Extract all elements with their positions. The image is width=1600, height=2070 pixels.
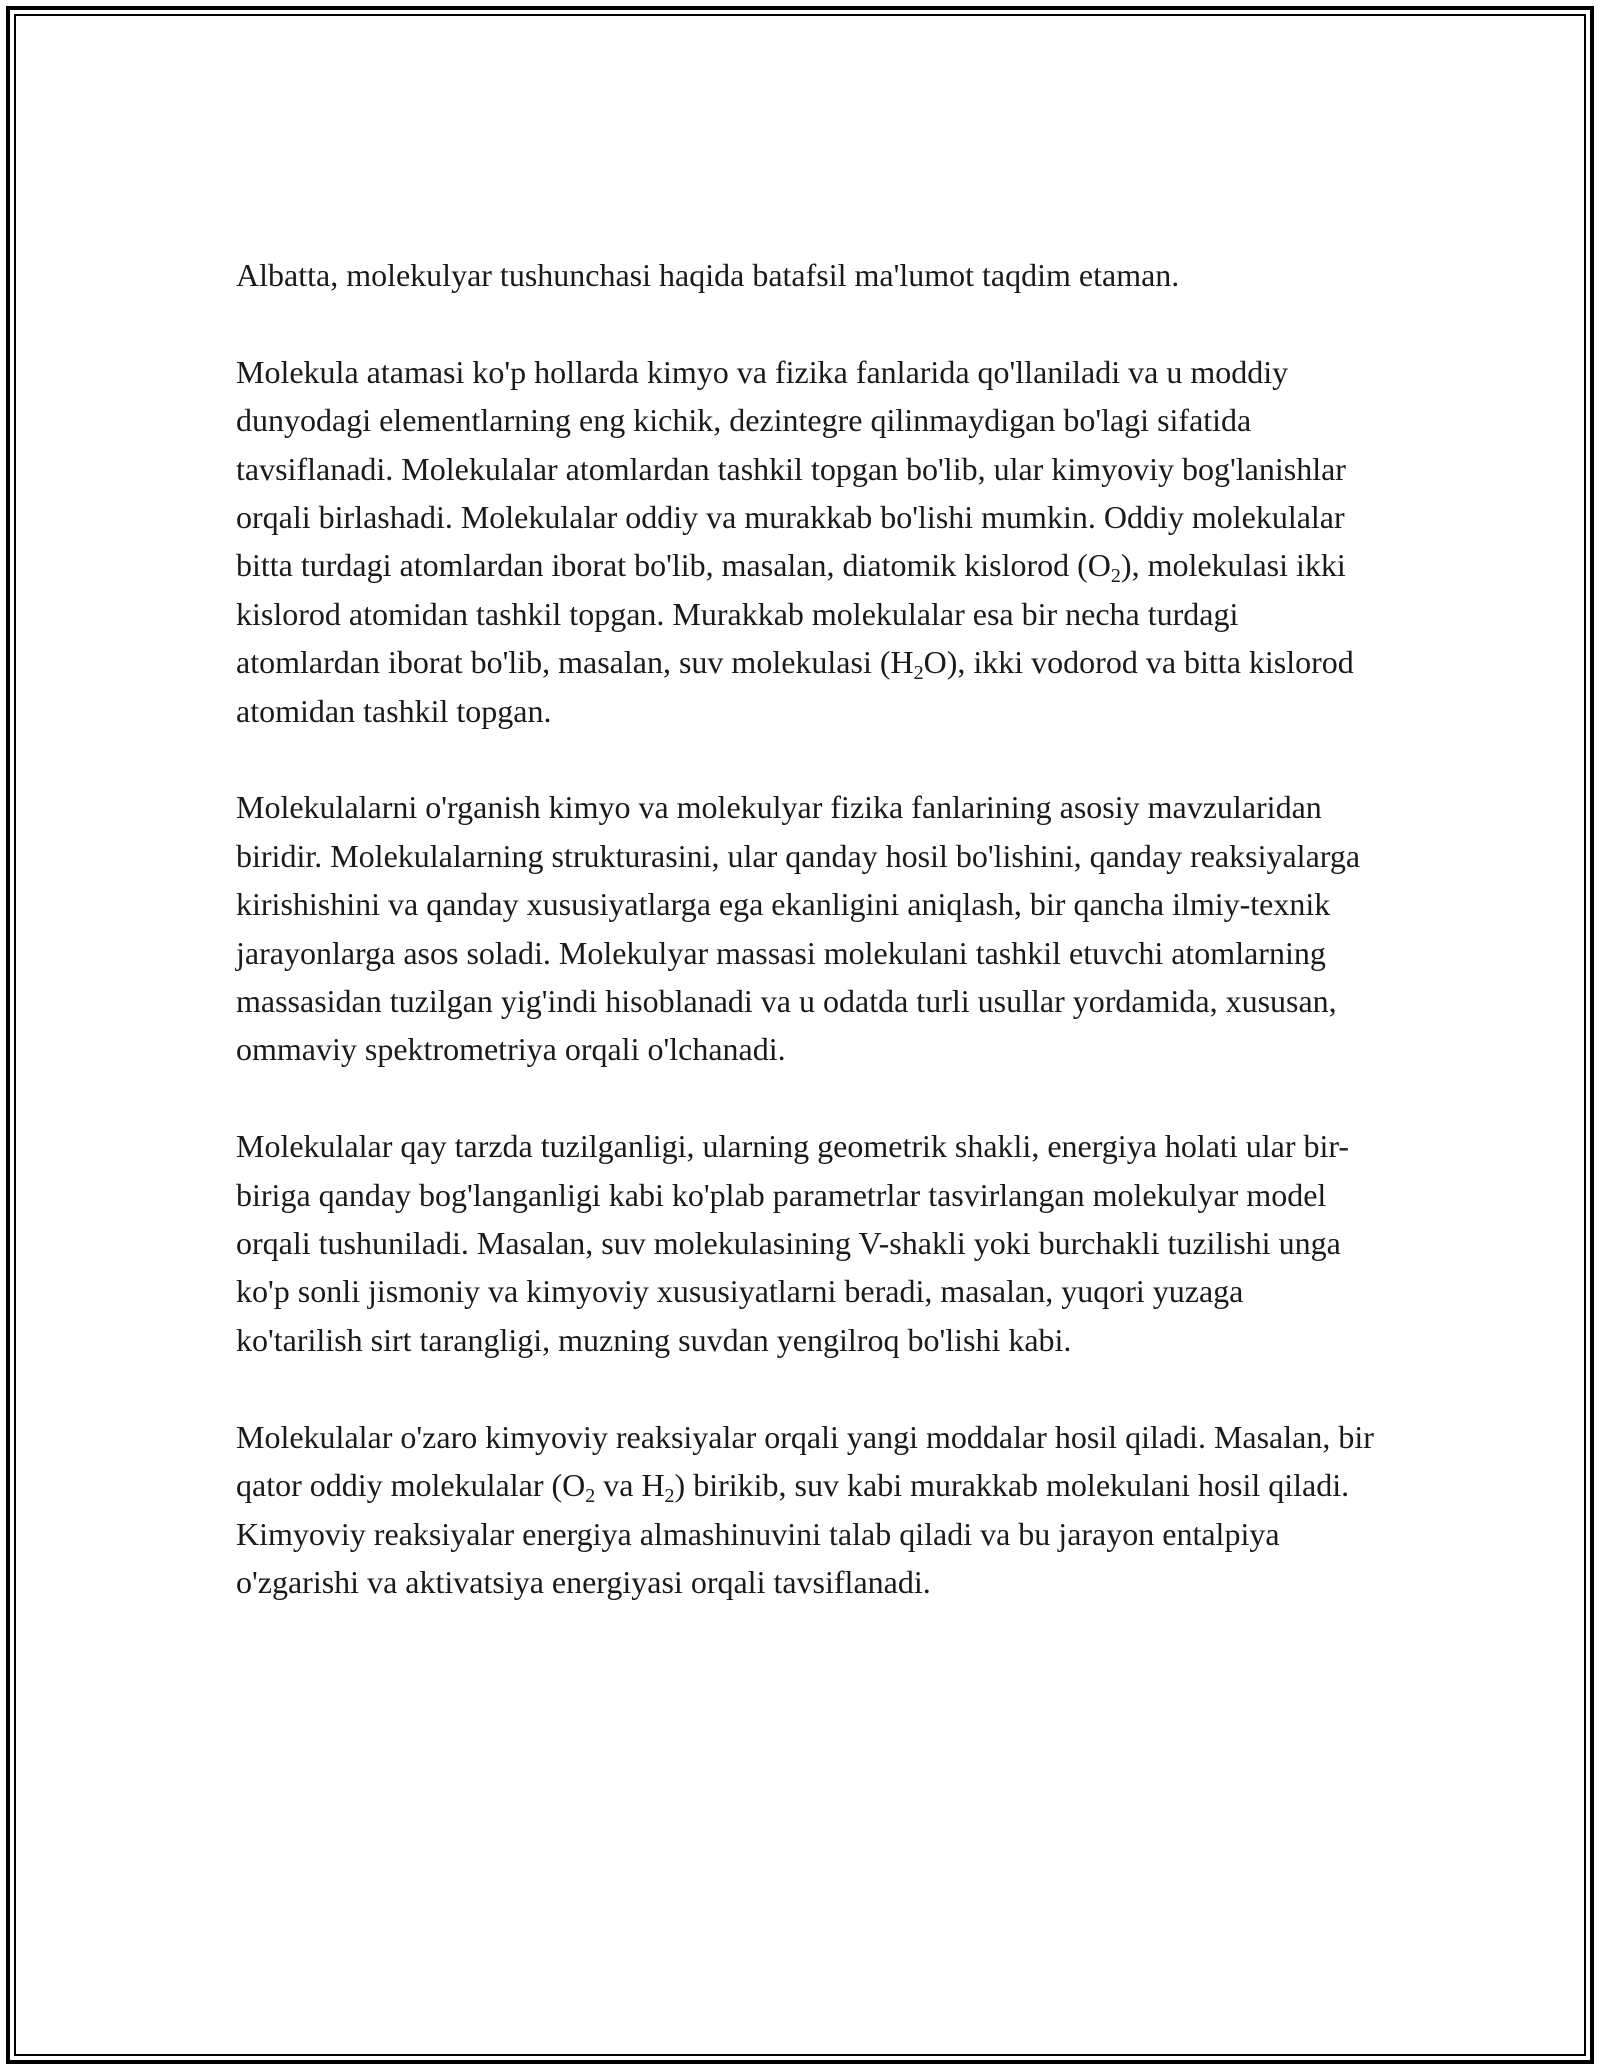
subscript: 2 [1110,565,1121,588]
subscript: 2 [585,1485,596,1508]
subscript: 2 [664,1485,675,1508]
text-run: Molekulalar o'zaro kimyoviy reaksiyalar orqali yangi moddalar hosil qiladi. Masalan, bir qator oddiy molekulalar (O [236,1418,1374,1504]
text-run: O), ikki vodorod va bitta kislorod atomidan tashkil topgan. [236,644,1354,729]
text-run: va H [595,1467,665,1504]
intro-paragraph: Albatta, molekulyar tushunchasi haqida batafsil ma'lumot taqdim etaman. [236,257,1180,293]
paragraph-molecular-model: Molekulalar qay tarzda tuzilganligi, ularning geometrik shakli, energiya holati ular bir-biriga qanday bog'langanligi kabi ko'plab parametrlar tasvirlangan molekulyar model orqali tushuniladi. Masalan, suv molekulasining V-shakli yoki burchakli tuzilishi unga ko'p sonli jismoniy va kimyoviy xususiyatlarni beradi, masalan, yuqori yuzaga ko'tarilish sirt tarangligi, muzning suvdan yengilroq bo'lishi kabi. [236,1128,1350,1358]
paragraph-molecule-definition [236,348,1376,735]
text-run: ) birikib, suv kabi murakkab molekulani hosil qiladi. Kimyoviy reaksiyalar energiya almashinuvini talab qiladi va bu jarayon entalpiya o'zgarishi va aktivatsiya energiyasi orqali tavsiflanadi. [236,1467,1350,1600]
text-run: ), molekulasi ikki kislorod atomidan tashkil topgan. Murakkab molekulalar esa bir necha turdagi atomlardan iborat bo'lib, masalan, suv molekulasi (H [236,547,1346,681]
document-body [236,251,1376,1655]
text-run: Molekula atamasi ko'p hollarda kimyo va fizika fanlarida qo'llaniladi va u moddiy dunyodagi elementlarning eng kichik, dezintegre qilinmaydigan bo'lagi sifatida tavsiflanadi. Molekulalar atomlardan tashkil topgan bo'lib, ular kimyoviy bog'lanishlar orqali birlashadi. Molekulalar oddiy va murakkab bo'lishi mumkin. Oddiy molekulalar bitta turdagi atomlardan iborat bo'lib, masalan, diatomik kislorod (O [236,353,1346,584]
paragraph-chemical-reactions [236,1413,1376,1607]
paragraph-molecule-study: Molekulalarni o'rganish kimyo va molekulyar fizika fanlarining asosiy mavzularidan biridir. Molekulalarning strukturasini, ular qanday hosil bo'lishini, qanday reaksiyalarga kirishishini va qanday xususiyatlarga ega ekanligini aniqlash, bir qancha ilmiy-texnik jarayonlarga asos soladi. Molekulyar massasi molekulani tashkil etuvchi atomlarning massasidan tuzilgan yig'indi hisoblanadi va u odatda turli usullar yordamida, xususan, ommaviy spektrometriya orqali o'lchanadi. [236,789,1361,1068]
subscript: 2 [913,662,924,685]
